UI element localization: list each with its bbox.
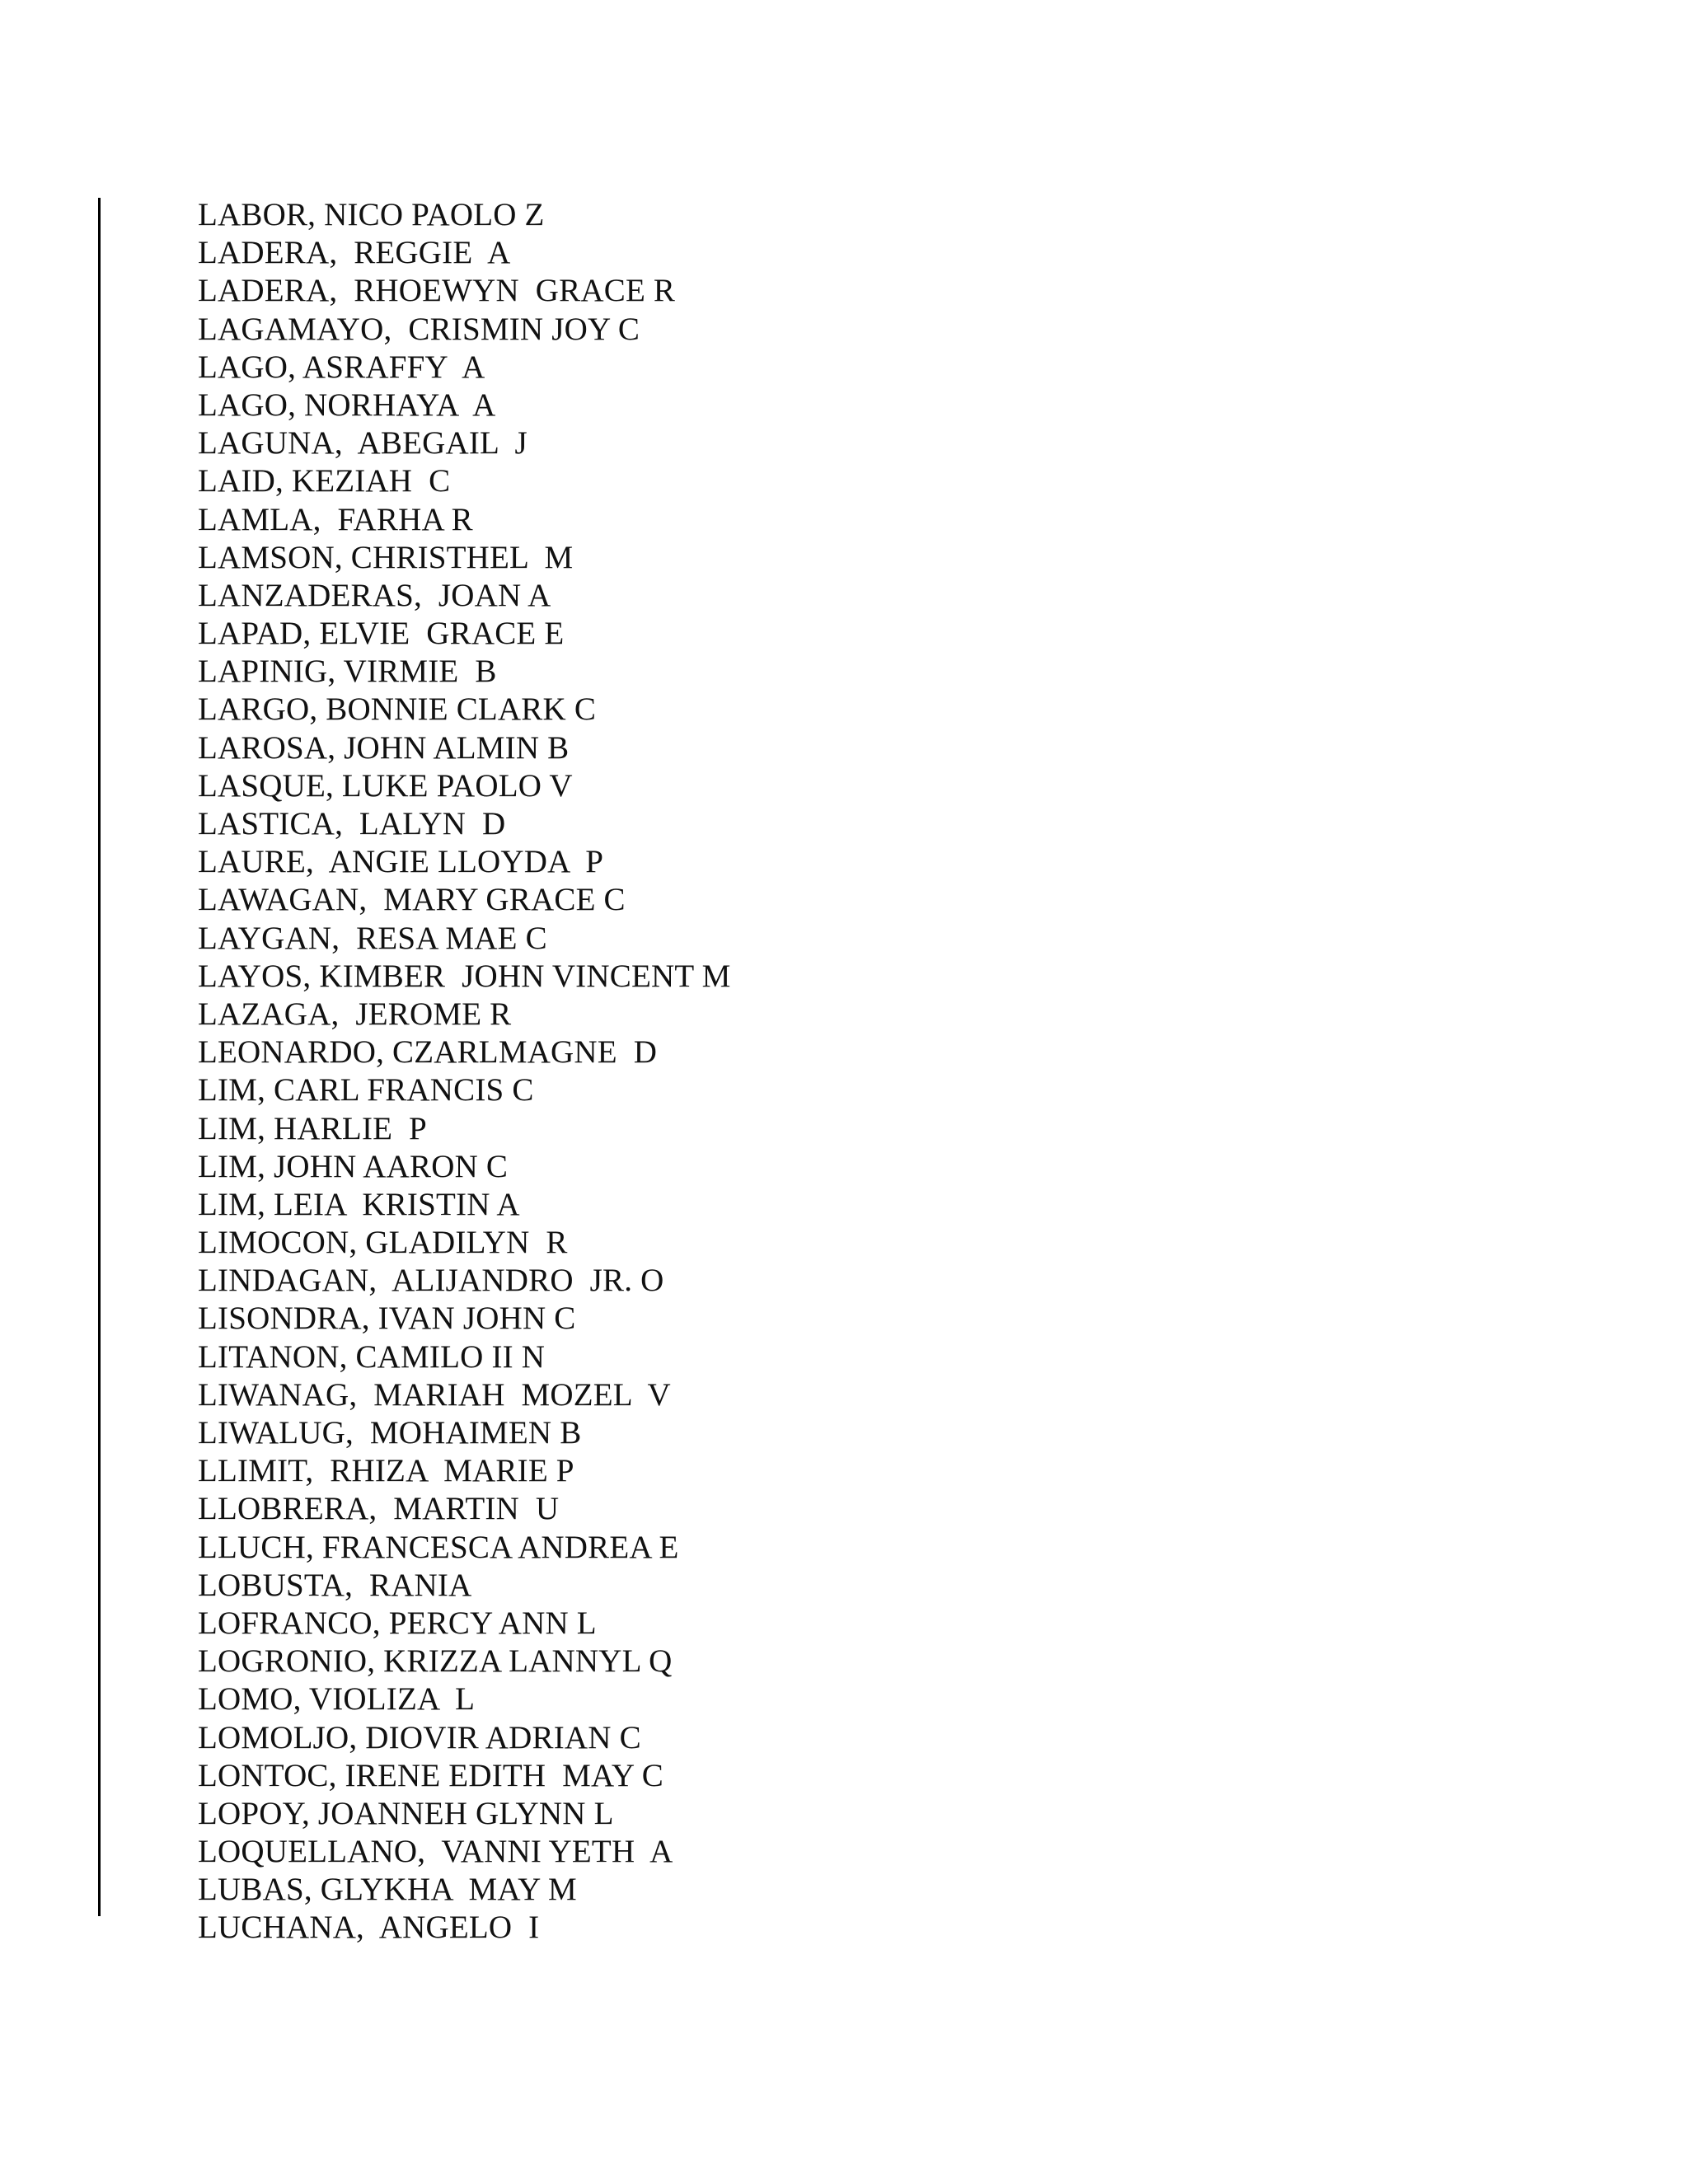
list-item: LASTICA, LALYN D [198, 806, 506, 841]
list-item: LOFRANCO, PERCY ANN L [198, 1605, 597, 1641]
list-item: LITANON, CAMILO II N [198, 1338, 546, 1375]
list-item: LAGAMAYO, CRISMIN JOY C [198, 311, 640, 347]
list-item: LAROSA, JOHN ALMIN B [198, 729, 570, 766]
list-item: LIM, JOHN AARON C [198, 1148, 509, 1184]
list-item: LAURE, ANGIE LLOYDA P [198, 844, 604, 880]
list-item: LAMSON, CHRISTHEL M [198, 539, 574, 575]
list-item: LLOBRERA, MARTIN U [198, 1491, 560, 1527]
list-item: LOMO, VIOLIZA L [198, 1681, 476, 1718]
list-item: LUCHANA, ANGELO I [198, 1910, 540, 1946]
list-item: LADERA, RHOEWYN GRACE R [198, 273, 676, 309]
list-item: LIWANAG, MARIAH MOZEL V [198, 1376, 671, 1413]
list-item: LASQUE, LUKE PAOLO V [198, 767, 573, 804]
list-item: LAGO, ASRAFFY A [198, 349, 485, 385]
list-item: LAZAGA, JEROME R [198, 996, 512, 1032]
list-item: LAMLA, FARHA R [198, 501, 473, 537]
list-item: LOBUSTA, RANIA [198, 1567, 472, 1603]
list-item: LOPOY, JOANNEH GLYNN L [198, 1795, 614, 1831]
list-item: LAPINIG, VIRMIE B [198, 654, 497, 690]
list-item: LOQUELLANO, VANNI YETH A [198, 1834, 673, 1870]
list-item: LIM, CARL FRANCIS C [198, 1072, 534, 1108]
list-item: LONTOC, IRENE EDITH MAY C [198, 1757, 663, 1793]
list-item: LAWAGAN, MARY GRACE C [198, 882, 626, 918]
list-item: LAYOS, KIMBER JOHN VINCENT M [198, 958, 731, 994]
list-item: LOMOLJO, DIOVIR ADRIAN C [198, 1719, 641, 1755]
list-item: LEONARDO, CZARLMAGNE D [198, 1034, 658, 1071]
list-item: LAPAD, ELVIE GRACE E [198, 616, 565, 652]
list-item: LAYGAN, RESA MAE C [198, 920, 547, 956]
list-item: LADERA, REGGIE A [198, 235, 511, 271]
list-item: LINDAGAN, ALIJANDRO JR. O [198, 1263, 664, 1299]
list-item: LABOR, NICO PAOLO Z [198, 197, 545, 232]
list-item: LAGO, NORHAYA A [198, 387, 496, 423]
list-item: LIMOCON, GLADILYN R [198, 1225, 568, 1261]
list-item: LAID, KEZIAH C [198, 463, 451, 499]
list-item: LOGRONIO, KRIZZA LANNYL Q [198, 1643, 673, 1680]
name-list [198, 196, 730, 1947]
list-item: LIWALUG, MOHAIMEN B [198, 1415, 582, 1451]
left-margin-rule [98, 198, 101, 1916]
list-item: LANZADERAS, JOAN A [198, 577, 551, 613]
list-item: LLIMIT, RHIZA MARIE P [198, 1453, 574, 1489]
list-item: LLUCH, FRANCESCA ANDREA E [198, 1529, 679, 1565]
list-item: LARGO, BONNIE CLARK C [198, 691, 597, 728]
list-item: LUBAS, GLYKHA MAY M [198, 1872, 577, 1908]
list-item: LAGUNA, ABEGAIL J [198, 425, 528, 462]
list-item: LISONDRA, IVAN JOHN C [198, 1301, 576, 1337]
list-item: LIM, LEIA KRISTIN A [198, 1186, 520, 1222]
list-item: LIM, HARLIE P [198, 1110, 427, 1146]
